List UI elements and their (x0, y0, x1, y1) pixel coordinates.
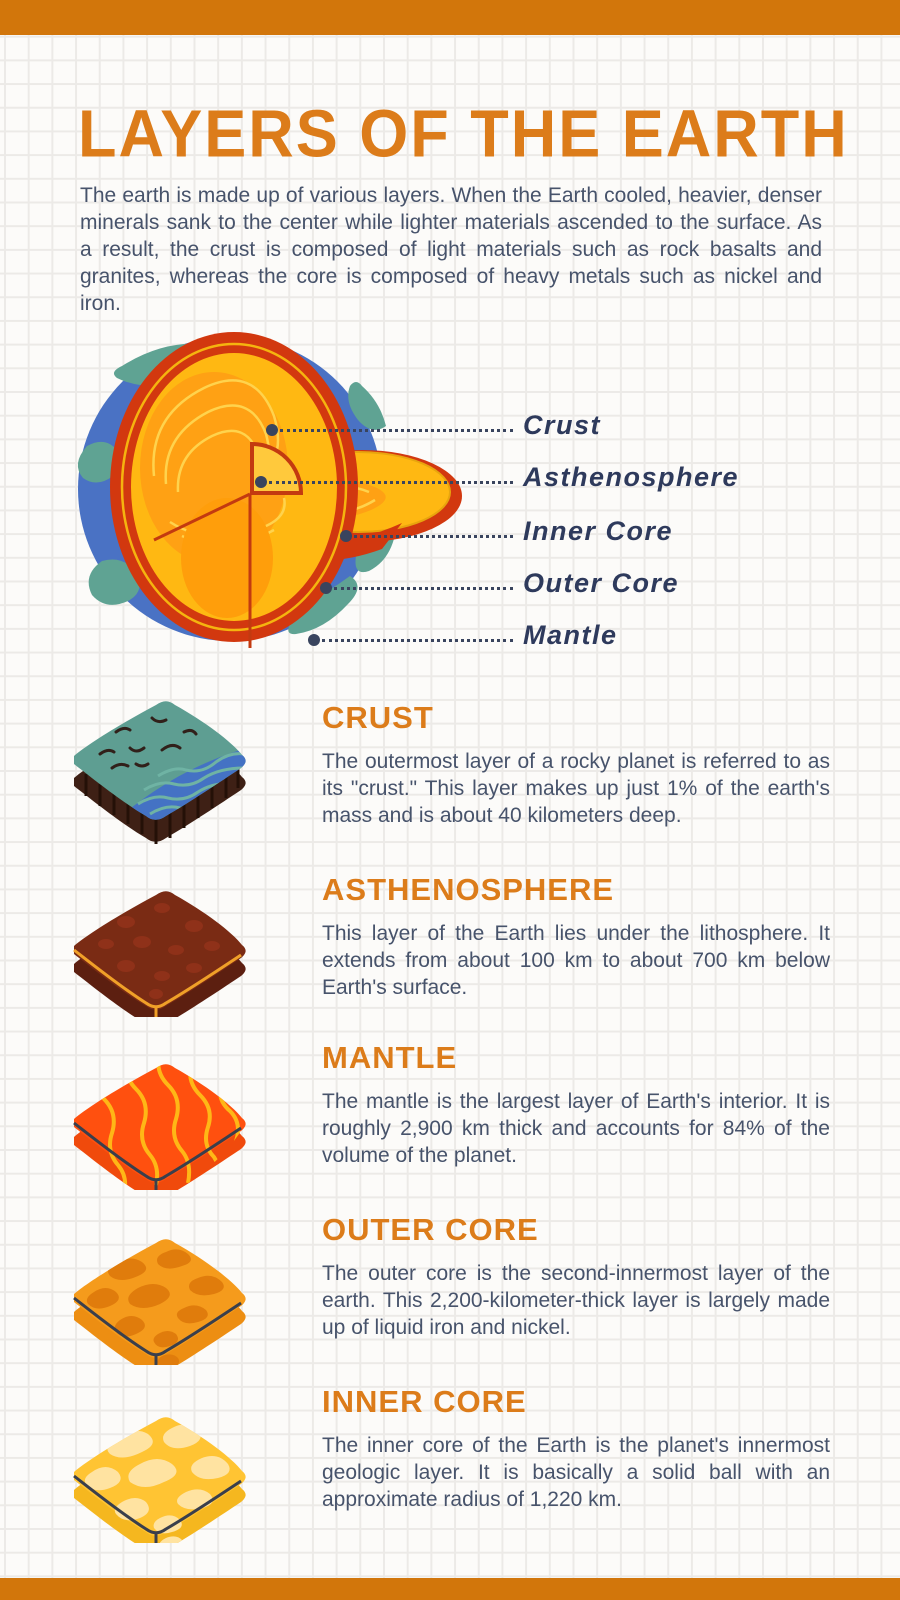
section-heading-mantle: MANTLE (322, 1040, 458, 1075)
leader-line-mantle (308, 634, 513, 646)
intro-paragraph: The earth is made up of various layers. When the Earth cooled, heavier, denser minerals sank to the center while lighter materials ascended to the surface. As a result, the crust is composed of light materials such as rock basalts and granites, whereas the core is composed of heavy metals such as nickel and iron. (80, 184, 822, 315)
section-body-crust: The outermost layer of a rocky planet is referred to as its "crust." This layer makes up just 1% of the earth's mass and is about 40 kilometers deep. (322, 750, 830, 827)
diagram-label-outer-core: Outer Core (523, 568, 680, 598)
dotted-line (269, 481, 513, 484)
inner-core-slab-illustration (66, 1408, 256, 1543)
leader-dot (340, 530, 352, 542)
asthenosphere-slab-illustration (66, 882, 256, 1017)
dotted-line (280, 429, 513, 432)
section-heading-asthenosphere: ASTHENOSPHERE (322, 872, 615, 907)
page-title: LAYERS OF THE EARTH (78, 97, 849, 172)
section-body-mantle: The mantle is the largest layer of Earth's interior. It is roughly 2,900 km thick and accounts for 84% of the volume of the planet. (322, 1090, 830, 1167)
dotted-line (334, 587, 513, 590)
leader-line-outer-core (320, 582, 513, 594)
bottom-accent-band (0, 1578, 900, 1600)
section-heading-inner-core: INNER CORE (322, 1384, 527, 1419)
dotted-line (322, 639, 513, 642)
section-heading-outer-core: OUTER CORE (322, 1212, 539, 1247)
mantle-slab-illustration (66, 1055, 256, 1190)
section-heading-crust: CRUST (322, 700, 434, 735)
diagram-label-asthenosphere: Asthenosphere (523, 462, 740, 492)
diagram-label-crust: Crust (523, 410, 602, 440)
diagram-label-mantle: Mantle (523, 620, 618, 650)
top-accent-band (0, 0, 900, 35)
diagram-label-inner-core: Inner Core (523, 516, 674, 546)
earth-cutaway-illustration (62, 326, 472, 661)
leader-line-inner-core (340, 530, 513, 542)
leader-line-asthenosphere (255, 476, 513, 488)
section-body-asthenosphere: This layer of the Earth lies under the lithosphere. It extends from about 100 km to about 700 km below Earth's surface. (322, 922, 830, 999)
leader-line-crust (266, 424, 513, 436)
leader-dot (266, 424, 278, 436)
section-body-outer-core: The outer core is the second-innermost layer of the earth. This 2,200-kilometer-thick layer is largely made up of liquid iron and nickel. (322, 1262, 830, 1339)
outer-core-slab-illustration (66, 1230, 256, 1365)
dotted-line (354, 535, 513, 538)
leader-dot (255, 476, 267, 488)
leader-dot (320, 582, 332, 594)
leader-dot (308, 634, 320, 646)
crust-slab-illustration (66, 692, 256, 847)
section-body-inner-core: The inner core of the Earth is the planet's innermost geologic layer. It is basically a solid ball with an approximate radius of 1,220 km. (322, 1434, 830, 1511)
